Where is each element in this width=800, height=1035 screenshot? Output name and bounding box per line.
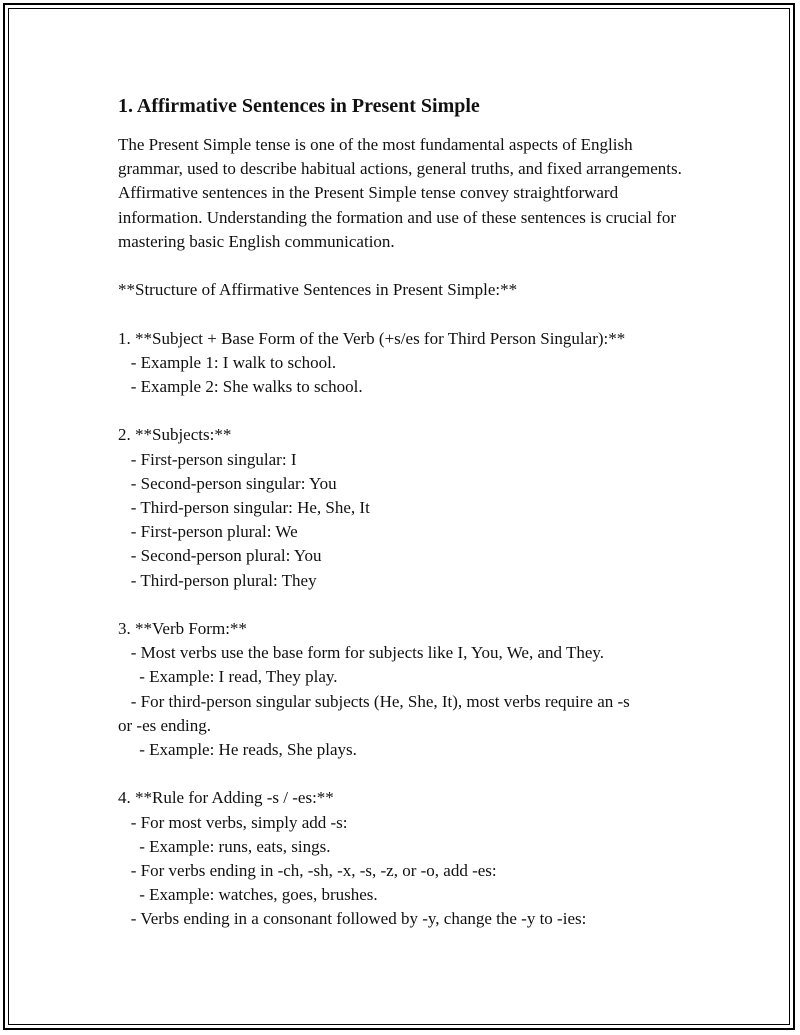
section-3-line: - Example: I read, They play. [118,667,338,687]
spacer [118,593,688,617]
section-3-heading: 3. **Verb Form:** [118,619,247,638]
section-3-line: - For third-person singular subjects (He, She, It), most verbs require an -s [118,691,630,711]
section-4-heading: 4. **Rule for Adding -s / -es:** [118,788,334,808]
section-4-line: - For verbs ending in -ch, -sh, -x, -s, -z, or -o, add -es: [118,861,497,881]
section-1-line: - Example 2: She walks to school. [118,377,363,396]
section-2-line: - Third-person plural: They [118,570,317,590]
intro-paragraph: The Present Simple tense is one of the most fundamental aspects of English grammar, used to describe habitual actions, general truths, and fixed arrangements. Affirmative sentences in the Present Simple tense convey straightforward information. Understanding the formation and use of these sentences is crucial for mastering basic English communication. [118,135,686,251]
section-4-line: - Example: runs, eats, sings. [118,836,331,856]
document-title: 1. Affirmative Sentences in Present Simple [118,95,480,117]
section-2-line: - Second-person plural: You [118,546,322,566]
section-3-line: - Example: He reads, She plays. [118,740,357,760]
structure-heading: **Structure of Affirmative Sentences in Present Simple:** [118,280,518,300]
document-body [118,93,688,932]
section-2-heading: 2. **Subjects:** [118,425,232,445]
spacer [118,254,688,278]
section-3-line: or -es ending. [118,715,212,735]
spacer [118,302,688,326]
spacer [118,762,688,786]
section-1-heading: 1. **Subject + Base Form of the Verb (+s/es for Third Person Singular):** [118,328,626,348]
section-1-line: - Example 1: I walk to school. [118,352,337,372]
section-2-line: - Second-person singular: You [118,473,337,493]
section-4-line: - For most verbs, simply add -s: [118,812,348,832]
section-4-line: - Verbs ending in a consonant followed by -y, change the -y to -ies: [118,909,587,929]
section-3-line: - Most verbs use the base form for subjects like I, You, We, and They. [118,643,605,663]
section-2-line: - First-person singular: I [118,449,297,469]
section-4-line: - Example: watches, goes, brushes. [118,885,378,905]
section-2-line: - Third-person singular: He, She, It [118,498,370,517]
spacer [118,399,688,423]
section-2-line: - First-person plural: We [118,522,298,542]
